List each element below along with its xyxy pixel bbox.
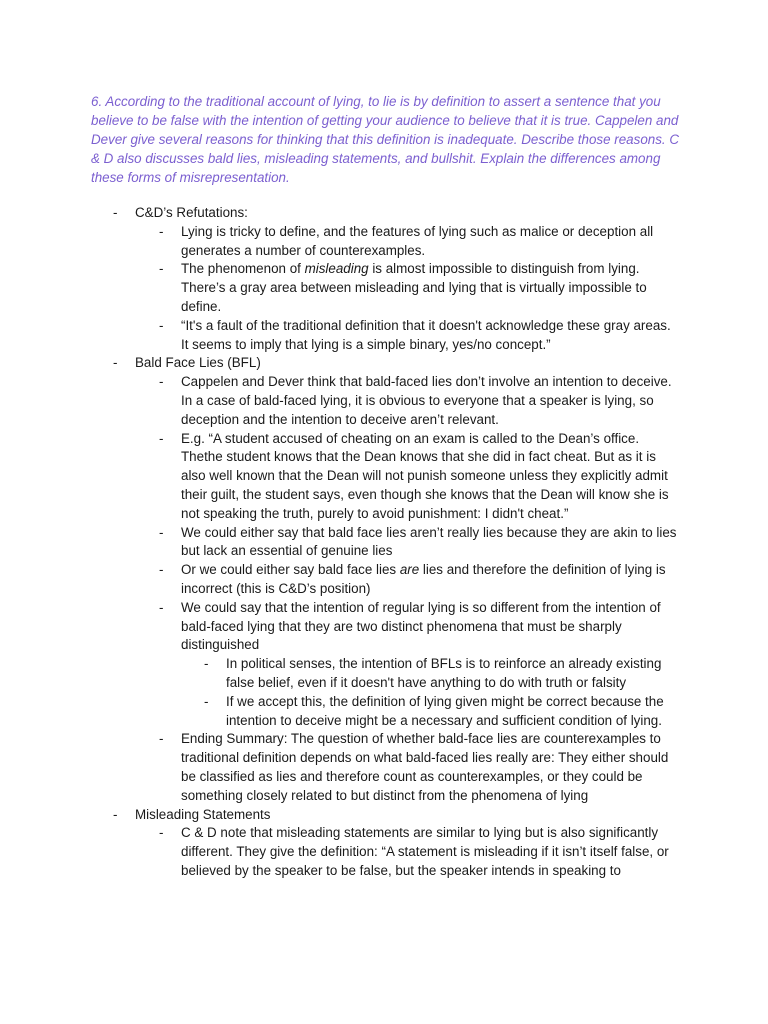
list-item-text: Or we could either say bald face lies are lies and therefore the definition of lying is incorrect (this is C&D’s position) (181, 562, 666, 596)
list-item-text: In political senses, the intention of BFLs is to reinforce an already existing false belief, even if it doesn't have anything to do with truth or falsity (226, 656, 662, 690)
list-dash: - (159, 317, 164, 333)
outline-item-misleading-statements (0, 806, 768, 825)
answer-outline (0, 204, 768, 881)
list-item (0, 561, 681, 599)
emphasis: misleading (304, 261, 369, 277)
list-item (0, 223, 681, 261)
section-heading: C&D’s Refutations: (135, 205, 248, 220)
list-item-text: The phenomenon of misleading is almost impossible to distinguish from lying. There’s a gray area between misleading and lying that is virtually impossible to define. (181, 261, 647, 314)
list-item-text: If we accept this, the definition of lying given might be correct because the intention to deceive might be a necessary and sufficient condition of lying. (226, 693, 664, 728)
list-item (0, 524, 681, 562)
list-dash: - (113, 355, 118, 371)
list-item-text: E.g. “A student accused of cheating on an exam is called to the Dean’s office. Thethe student knows that the Dean knows that she did in fact cheat. But as it is also well known that the Dean will not punish someone unless they explicitly admit their guilt, the student says, even though she knows that the Dean will know she is not speaking the truth, purely to avoid punishment: I didn't cheat.” (181, 430, 669, 521)
list-item-text: C & D note that misleading statements are similar to lying but is also significantly different. They give the definition: “A statement is misleading if it isn’t itself false, or believed by the speaker to be false, but the speaker intends in speaking to (181, 825, 669, 878)
sub-list-item (0, 693, 681, 731)
list-item-text: Cappelen and Dever think that bald-faced lies don’t involve an intention to deceive. In a case of bald-faced lying, it is obvious to everyone that a speaker is lying, so deception and the intention to deceive aren’t relevant. (181, 374, 672, 427)
question-prompt: 6. According to the traditional account of lying, to lie is by definition to assert a sentence that you believe to be false with the intention of getting your audience to believe that it is true. Cappelen and Dever give several reasons for thinking that this definition is inadequate. Describe those reasons. C & D also discusses bald lies, misleading statements, and bullshit. Explain the differences among these forms of misrepresentation. (91, 94, 680, 185)
list-item (0, 430, 681, 524)
sub-list-item (0, 655, 681, 693)
list-item-text: Ending Summary: The question of whether bald-face lies are counterexamples to traditional definition depends on what bald-faced lies really are: They either should be classified as lies and therefore count as counterexamples, or they could be something closely related to but distinct from the phenomena of lying (181, 731, 669, 803)
list-item-text: We could say that the intention of regular lying is so different from the intention of bald-faced lying that they are two distinct phenomena that must be sharply distinguished (181, 599, 661, 653)
list-dash: - (113, 205, 118, 220)
list-item (0, 730, 681, 805)
list-dash: - (113, 806, 118, 822)
outline-item-bald-face-lies (0, 354, 768, 373)
list-dash: - (159, 562, 164, 578)
list-dash: - (159, 524, 164, 540)
section-heading: Misleading Statements (135, 806, 271, 822)
list-dash: - (159, 261, 164, 277)
list-dash: - (204, 693, 209, 709)
list-dash: - (204, 656, 209, 672)
section-heading: Bald Face Lies (BFL) (135, 355, 261, 371)
list-dash: - (159, 825, 164, 841)
list-item (0, 373, 681, 429)
list-item (0, 824, 681, 880)
emphasis: are (399, 562, 420, 578)
list-item (0, 260, 681, 316)
list-item-text: Lying is tricky to define, and the features of lying such as malice or deception all generates a number of counterexamples. (181, 223, 654, 258)
list-item (0, 317, 681, 355)
outline-item-refutations (0, 204, 768, 223)
list-dash: - (159, 430, 164, 446)
list-item-text: “It's a fault of the traditional definition that it doesn't acknowledge these gray areas. It seems to imply that lying is a simple binary, yes/no concept.” (181, 317, 671, 352)
list-dash: - (159, 731, 164, 747)
list-dash: - (159, 599, 164, 615)
list-dash: - (159, 374, 164, 390)
list-item-text: We could either say that bald face lies aren’t really lies because they are akin to lies but lack an essential of genuine lies (181, 524, 677, 559)
list-item (0, 599, 681, 655)
list-dash: - (159, 223, 164, 239)
